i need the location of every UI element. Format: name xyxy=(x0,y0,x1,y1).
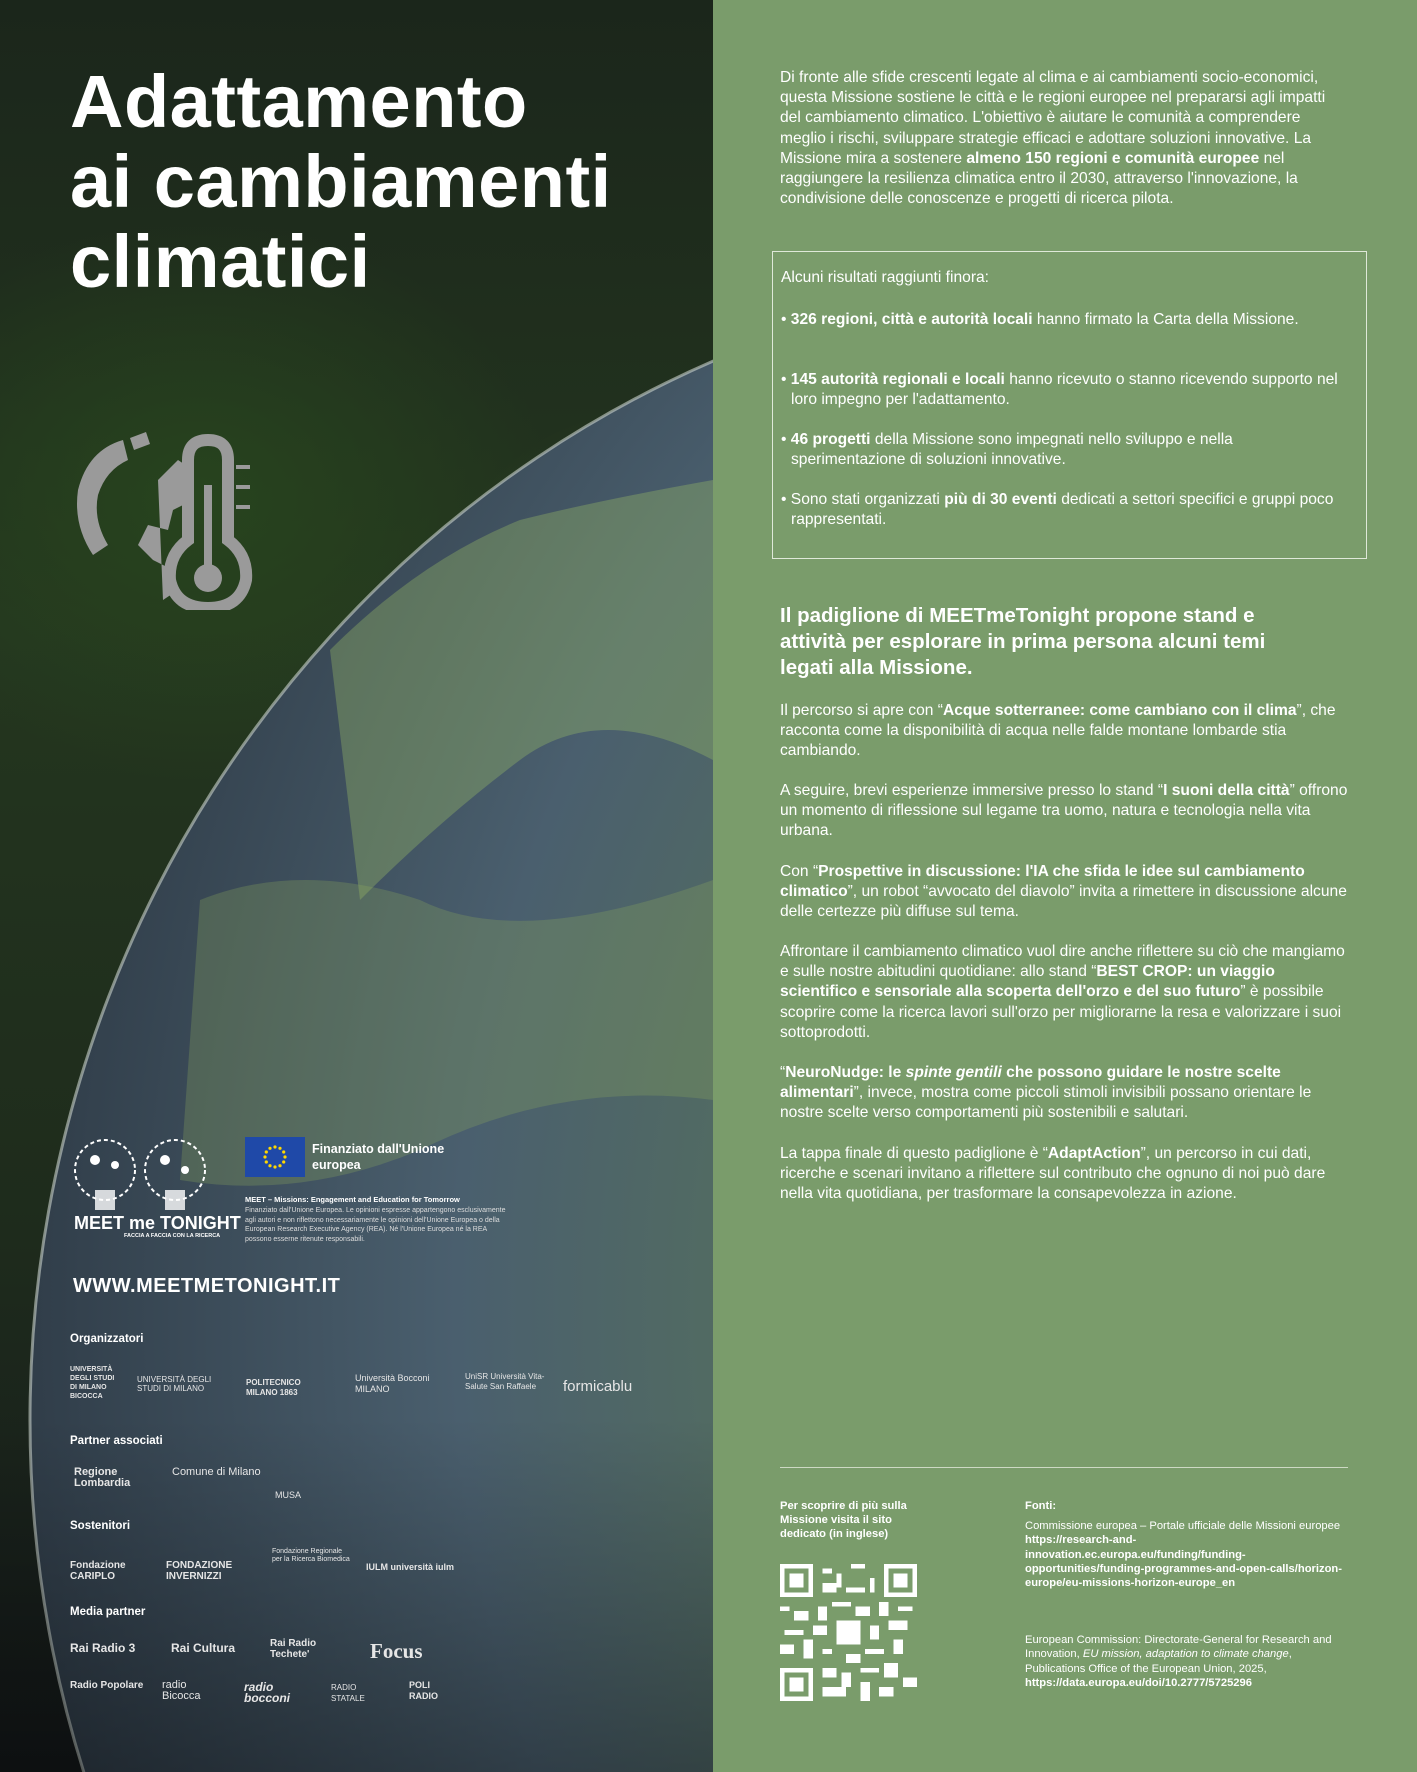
meet-tagline: FACCIA A FACCIA CON LA RICERCA xyxy=(124,1233,221,1239)
logo-formicablu: formicablu xyxy=(563,1378,633,1395)
paragraph-groundwater: Il percorso si apre con “Acque sotterranee: come cambiano con il clima”, che racconta come la disponibilità di acqua nelle falde montane lombarde stia cambiando. xyxy=(780,702,1336,760)
logo-radio-popolare: Radio Popolare xyxy=(70,1680,144,1691)
logo-unisr: UniSR Università Vita-Salute San Raffaele xyxy=(465,1372,545,1391)
logo-polimi: POLITECNICO MILANO 1863 xyxy=(246,1378,301,1397)
result-item: • Sono stati organizzati più di 30 eventi dedicati a settori specifici e gruppi poco rappresentati. xyxy=(781,491,1334,528)
source-2[interactable]: European Commission: Directorate-General for Research and Innovation, EU mission, adaptation to climate change, Publications Office of the European Union, 2025, https://data.europa.eu/doi/10.2777/5725296 xyxy=(1025,1634,1332,1689)
logo-invernizzi: FONDAZIONE INVERNIZZI xyxy=(166,1560,233,1582)
poster-title xyxy=(70,62,612,302)
logo-musa: MUSA xyxy=(275,1490,302,1500)
eu-project-name: MEET – Missions: Engagement and Education for Tomorrow xyxy=(245,1195,460,1204)
results-box xyxy=(772,251,1367,559)
logo-bicocca: UNIVERSITÀ DEGLI STUDI DI MILANO BICOCCA xyxy=(70,1366,115,1400)
paragraph-neuronudge: “NeuroNudge: le spinte gentili che possono guidare le nostre scelte alimentari”, invece, mostra come piccoli stimoli invisibili possano orientare le nostre scelte verso comportamenti più sostenibili e salutari. xyxy=(780,1064,1312,1122)
paragraph-best-crop: Affrontare il cambiamento climatico vuol dire anche riflettere su ciò che mangiamo e sulle nostre abitudini quotidiane: allo stand “BEST CROP: un viaggio scientifico e sensoriale alla scoperta dell'orzo e del suo futuro” è possibile scoprire come la ricerca lavori sull'orzo per migliorarne la resa e valorizzare i suoi sottoprodotti. xyxy=(780,943,1345,1041)
paragraph-adaptaction: La tappa finale di questo padiglione è “AdaptAction”, un percorso in cui dati, ricerche e scenari invitano a riflettere sul contributo che ognuno di noi può dare nella vita quotidiana, per trasformare la consapevolezza in azione. xyxy=(780,1145,1326,1203)
logo-bocconi: Università Bocconi MILANO xyxy=(355,1373,430,1394)
meet-wordmark: MEET me TONIGHT xyxy=(74,1213,241,1233)
result-item: • 46 progetti della Missione sono impegnati nello sviluppo e nella sperimentazione di soluzioni innovative. xyxy=(781,431,1233,468)
logo-iulm: IULM università iulm xyxy=(366,1562,455,1572)
qr-code[interactable] xyxy=(780,1564,917,1701)
result-item: • 326 regioni, città e autorità locali hanno firmato la Carta della Missione. xyxy=(781,311,1299,328)
organizzatori-label: Organizzatori xyxy=(70,1333,144,1345)
logo-radio-statale: RADIO STATALE xyxy=(331,1683,365,1703)
logo-cariplo: Fondazione CARIPLO xyxy=(70,1560,126,1582)
source-1[interactable]: Commissione europea – Portale ufficiale delle Missioni europee https://research-and-innovation.ec.europa.eu/funding/funding-opportunities/funding-programmes-and-open-calls/horizon-europe/eu-missions-horizon-europe_en xyxy=(1025,1520,1342,1590)
title-line-1: Adattamento xyxy=(70,60,528,143)
logo-frrb: Fondazione Regionale per la Ricerca Biomedica xyxy=(272,1548,350,1563)
eu-flag-icon xyxy=(245,1137,305,1177)
logo-focus: Focus xyxy=(370,1639,423,1663)
title-line-2: ai cambiamenti xyxy=(70,140,612,223)
paragraph-ai-robot: Con “Prospettive in discussione: l'IA che sfida le idee sul cambiamento climatico”, un robot “avvocato del diavolo” invita a rimettere in discussione alcune delle certezze più diffuse sul tema. xyxy=(780,863,1347,921)
logo-rai-cultura: Rai Cultura xyxy=(171,1641,236,1655)
logo-unimi: UNIVERSITÀ DEGLI STUDI DI MILANO xyxy=(137,1375,212,1393)
logo-rai-radio3: Rai Radio 3 xyxy=(70,1641,136,1655)
logo-comune-milano: Comune di Milano xyxy=(172,1466,261,1478)
logo-poli-radio: POLI RADIO xyxy=(409,1680,438,1701)
eu-disclaimer: Finanziato dall'Unione Europea. Le opinioni espresse appartengono esclusivamente agli autori e non riflettono necessariamente le opinioni dell'Unione Europea o della European Research Executive Agency (REA). Né l'Unione Europea né la REA possono esserne ritenute responsabili. xyxy=(245,1207,506,1243)
eu-funding-label: Finanziato dall'Unione europea xyxy=(312,1142,445,1172)
title-line-3: climatici xyxy=(70,220,371,303)
sostenitori-label: Sostenitori xyxy=(70,1520,131,1532)
website-link[interactable]: WWW.MEETMETONIGHT.IT xyxy=(73,1275,341,1297)
paragraph-city-sounds: A seguire, brevi esperienze immersive presso lo stand “I suoni della città” offrono un momento di riflessione sul legame tra uomo, natura e tecnologia nella vita urbana. xyxy=(780,782,1348,840)
logo-regione-lombardia: Regione Lombardia xyxy=(74,1466,131,1489)
pavilion-title: Il padiglione di MEETmeTonight propone stand e attività per esplorare in prima persona alcuni temi legati alla Missione. xyxy=(780,604,1266,679)
media-partner-label: Media partner xyxy=(70,1606,146,1618)
climate-adaptation-icon xyxy=(68,430,278,610)
text-panel xyxy=(713,0,1417,1772)
logo-rai-techete: Rai Radio Techete' xyxy=(270,1638,317,1660)
associati-label: Partner associati xyxy=(70,1435,163,1447)
sources-label: Fonti: xyxy=(1025,1500,1057,1512)
result-item: • 145 autorità regionali e locali hanno ricevuto o stanno ricevendo supporto nel loro impegno per l'adattamento. xyxy=(781,371,1338,408)
logo-radio-bicocca: radio Bicocca xyxy=(162,1679,201,1702)
divider xyxy=(780,1467,1348,1468)
qr-caption: Per scoprire di più sulla Missione visita il sito dedicato (in inglese) xyxy=(780,1500,907,1540)
results-heading: Alcuni risultati raggiunti finora: xyxy=(781,269,990,286)
logo-radio-bocconi: radio bocconi xyxy=(244,1680,291,1705)
intro-paragraph: Di fronte alle sfide crescenti legate al clima e ai cambiamenti socio-economici, questa Missione sostiene le città e le regioni europee nel prepararsi agli impatti del cambiamento climatico. L'obiettivo è aiutare le comunità a comprendere meglio i rischi, sviluppare strategie efficaci e adottare soluzioni innovative. La Missione mira a sostenere almeno 150 regioni e comunità europee nel raggiungere la resilienza climatica entro il 2030, attraverso l'innovazione, la condivisione delle conoscenze e progetti di ricerca pilota. xyxy=(780,69,1326,208)
